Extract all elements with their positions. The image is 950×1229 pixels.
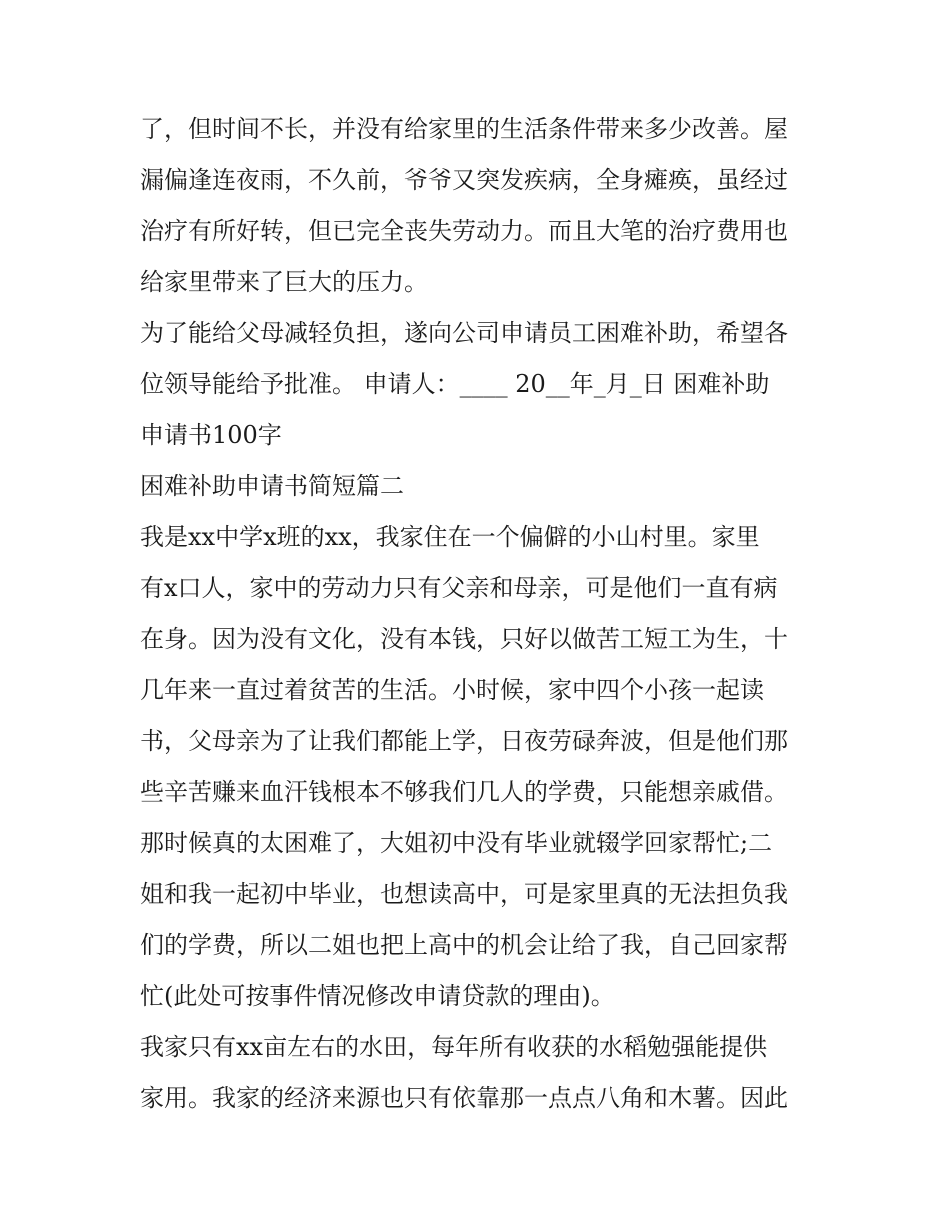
text-line: 书，父母亲为了让我们都能上学，日夜劳碌奔波，但是他们那 — [140, 727, 788, 755]
text-line: 忙(此处可按事件情况修改申请贷款的理由)。 — [140, 982, 615, 1010]
text-line: 为了能给父母减轻负担，遂向公司申请员工困难补助，希望各 — [140, 319, 788, 347]
text-line: 位领导能给予批准。 申请人：____ 20__年_月_日 困难补助 — [140, 370, 770, 398]
document-body — [140, 104, 820, 1124]
text-line: 姐和我一起初中毕业，也想读高中，可是家里真的无法担负我 — [140, 880, 788, 908]
text-line: 漏偏逢连夜雨，不久前，爷爷又突发疾病，全身瘫痪，虽经过 — [140, 166, 788, 194]
text-line: 申请书100字 — [140, 421, 282, 449]
text-line: 们的学费，所以二姐也把上高中的机会让给了我，自己回家帮 — [140, 931, 788, 959]
text-line: 了，但时间不长，并没有给家里的生活条件带来多少改善。屋 — [140, 115, 788, 143]
text-line: 给家里带来了巨大的压力。 — [140, 268, 428, 296]
section-heading: 困难补助申请书简短篇二 — [140, 472, 404, 500]
text-line: 家用。我家的经济来源也只有依靠那一点点八角和木薯。因此 — [140, 1084, 788, 1112]
text-line: 些辛苦赚来血汗钱根本不够我们几人的学费，只能想亲戚借。 — [140, 778, 788, 806]
text-line: 有x口人，家中的劳动力只有父亲和母亲，可是他们一直有病 — [140, 574, 778, 602]
text-line: 几年来一直过着贫苦的生活。小时候，家中四个小孩一起读 — [140, 676, 764, 704]
text-line: 我是xx中学x班的xx，我家住在一个偏僻的小山村里。家里 — [140, 523, 760, 551]
text-line: 那时候真的太困难了，大姐初中没有毕业就辍学回家帮忙;二 — [140, 829, 773, 857]
text-line: 治疗有所好转，但已完全丧失劳动力。而且大笔的治疗费用也 — [140, 217, 788, 245]
text-line: 我家只有xx亩左右的水田，每年所有收获的水稻勉强能提供 — [140, 1033, 768, 1061]
text-line: 在身。因为没有文化，没有本钱，只好以做苦工短工为生，十 — [140, 625, 788, 653]
